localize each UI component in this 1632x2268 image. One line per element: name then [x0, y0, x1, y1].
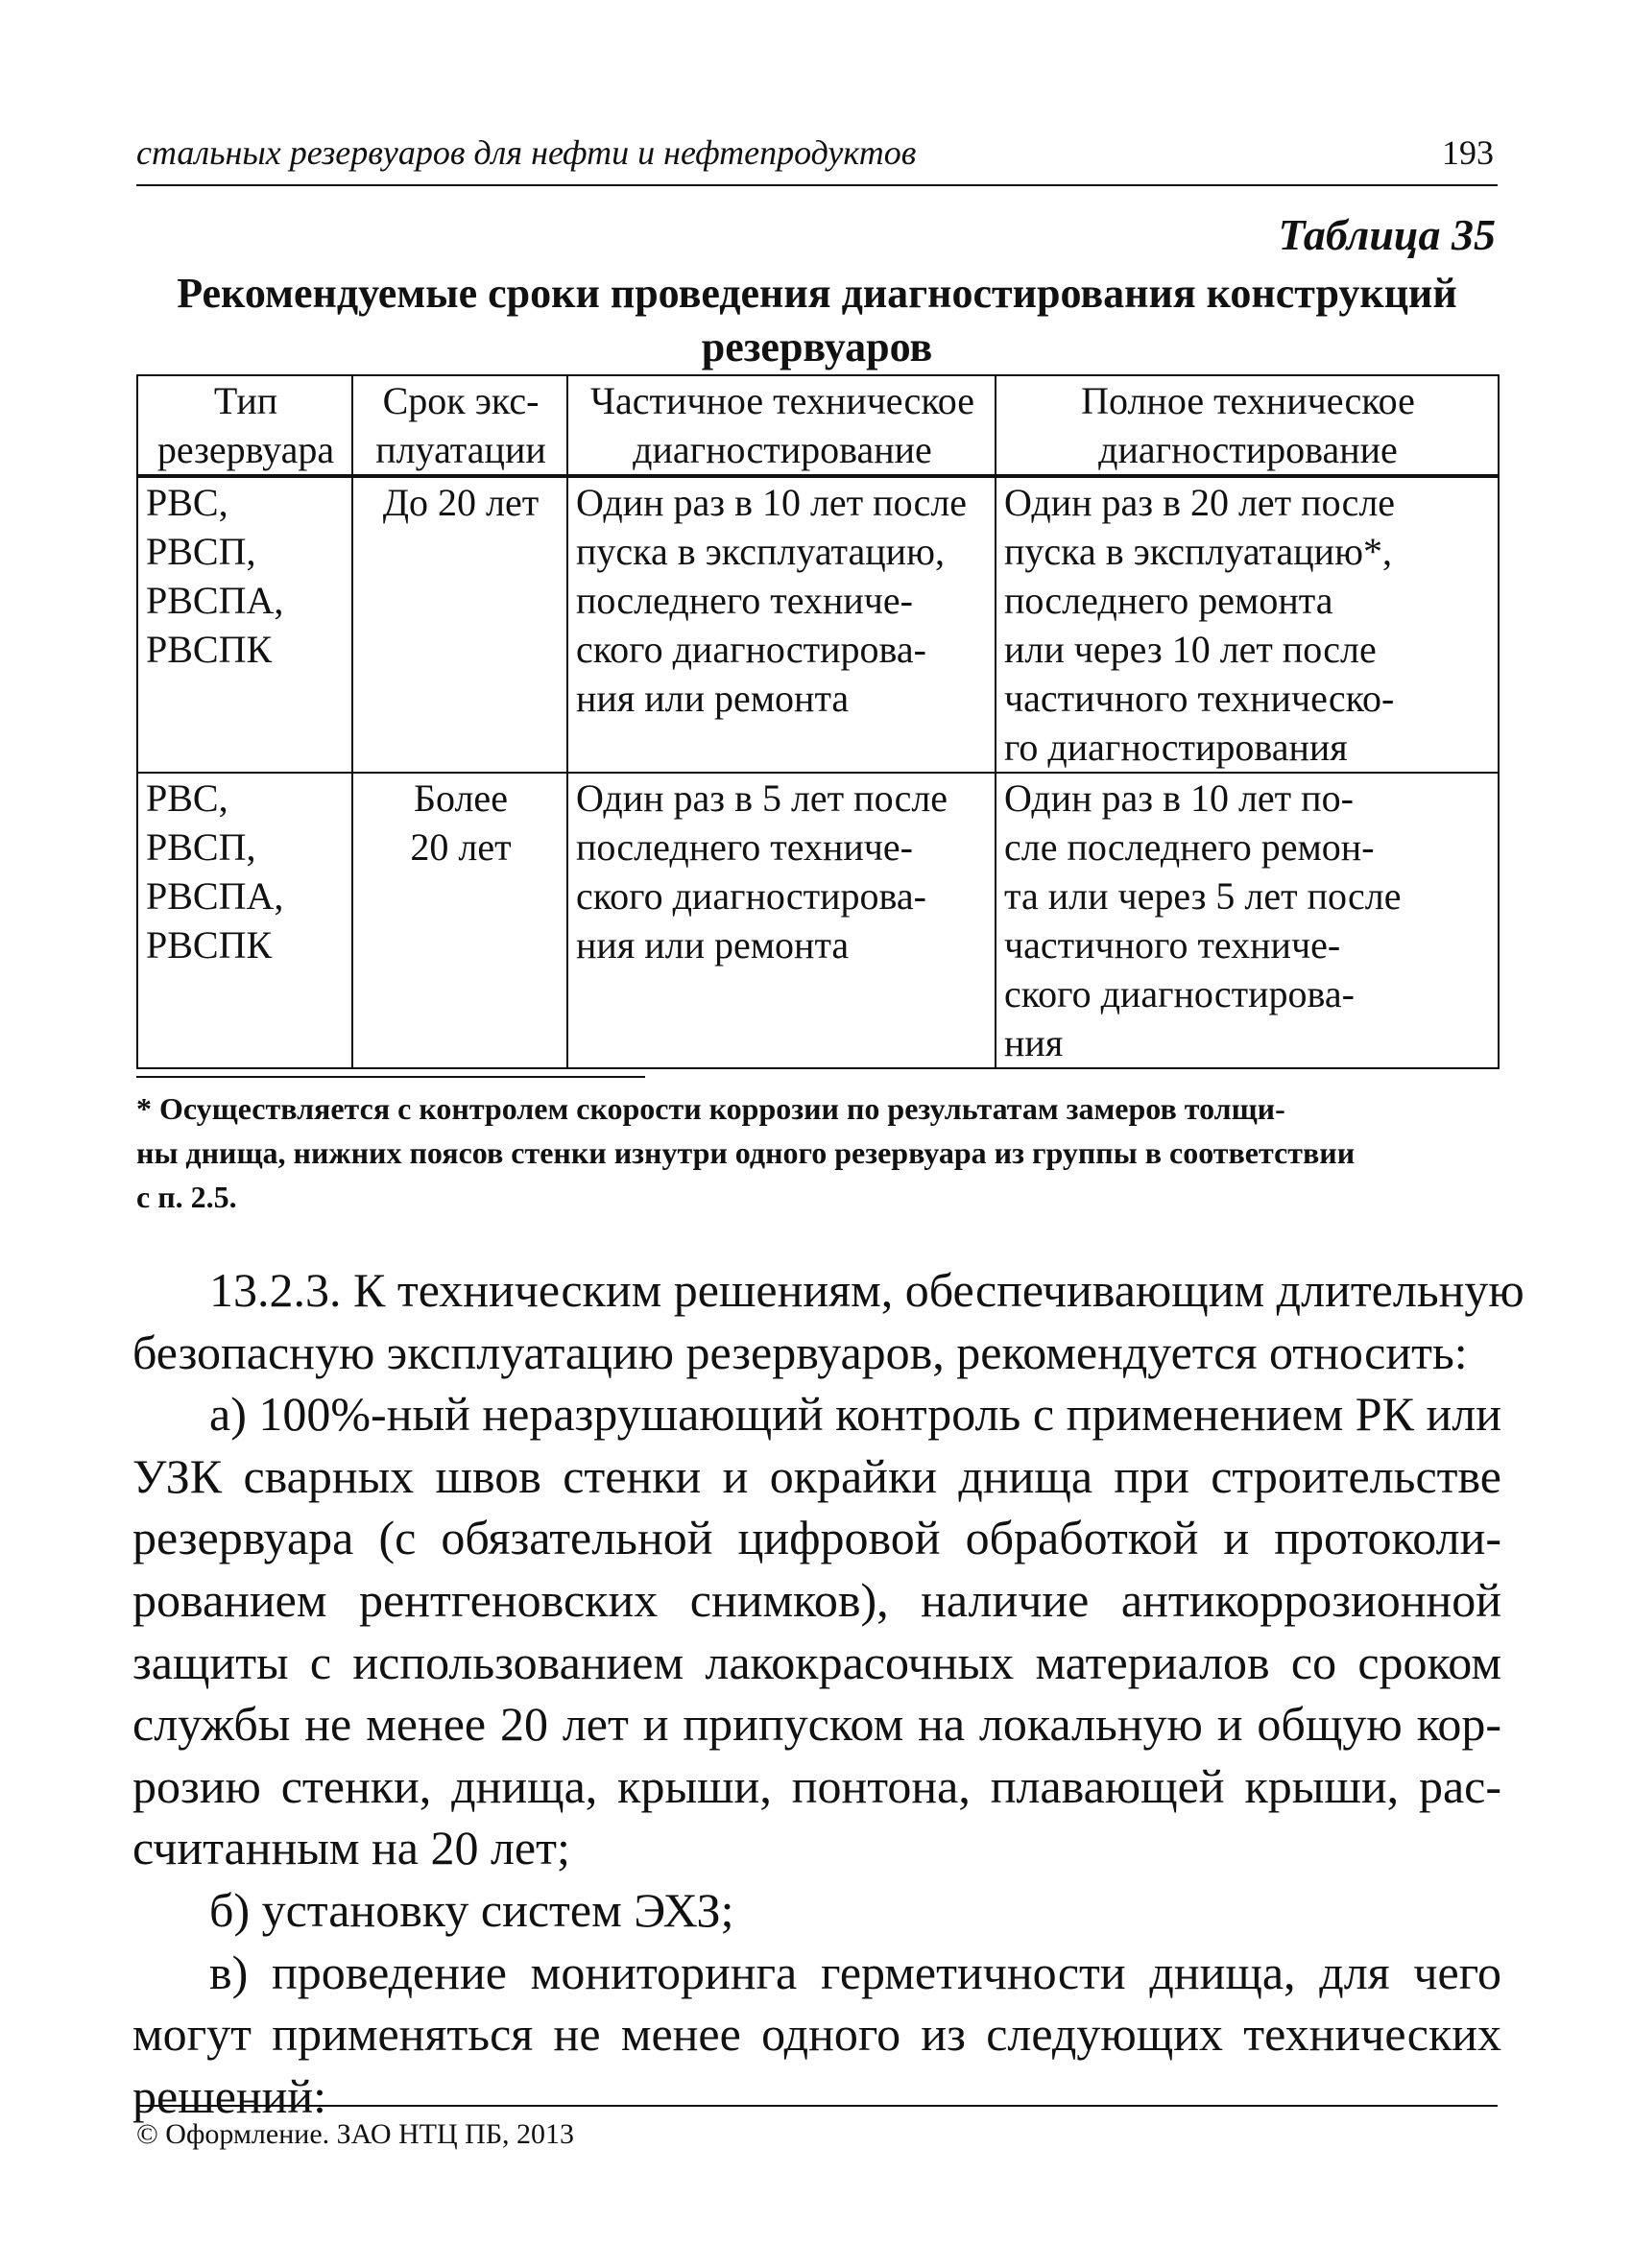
footer-divider [136, 2105, 1498, 2107]
header-line: Полное техническое [1081, 379, 1415, 422]
cell-line: ского диагностирова- [576, 628, 926, 671]
body-line: безопасную эксплуатацию резервуаров, рекомендуется относить: [132, 1325, 1468, 1379]
footnote-line: ны днища, нижних поясов стенки изнутри одного резервуара из группы в соответствии [136, 1135, 1356, 1170]
column-header-term [352, 375, 567, 476]
table-title-line: Рекомендуемые сроки проведения диагностирования конструкций [177, 270, 1457, 317]
body-line: рованием рентгеновских снимков), наличие антикоррозионной [132, 1572, 1501, 1627]
cell-type [137, 476, 352, 773]
header-line: Частичное техническое [590, 379, 974, 422]
cell-term [352, 476, 567, 773]
cell-term [352, 773, 567, 1068]
header-line: диагностирование [633, 428, 932, 471]
cell-line: ского диагностирова- [1004, 972, 1355, 1015]
cell-full [996, 773, 1499, 1068]
body-line: в) проведение мониторинга герметичности днища, для чего [209, 1945, 1501, 1999]
cell-line: пуска в эксплуатацию, [576, 530, 945, 573]
cell-partial [567, 773, 996, 1068]
cell-line: До 20 лет [382, 481, 540, 524]
cell-line: Один раз в 20 лет после [1004, 481, 1396, 524]
body-line: защиты с использованием лакокрасочных материалов со сроком [132, 1635, 1501, 1689]
table-title [136, 267, 1498, 374]
body-line: считанным на 20 лет; [132, 1821, 570, 1875]
column-header-partial [567, 375, 996, 476]
cell-line: сле последнего ремон- [1004, 825, 1375, 869]
header-line: резервуара [156, 428, 335, 471]
body-line: резервуара (с обязательной цифровой обработкой и протоколи- [132, 1511, 1501, 1565]
cell-line: РВС, [146, 481, 228, 524]
header-line: плуатации [375, 428, 546, 471]
cell-line: РВСПК [146, 923, 273, 967]
cell-line: Более [414, 776, 508, 820]
body-line: службы не менее 20 лет и припуском на локальную и общую кор- [132, 1697, 1501, 1752]
body-text [132, 1259, 1524, 2127]
cell-line: го диагностирования [1004, 726, 1348, 769]
cell-line: ского диагностирова- [576, 874, 926, 918]
cell-line: РВСПА, [146, 874, 284, 918]
column-header-type [137, 375, 352, 476]
cell-line: частичного техниче- [1004, 923, 1341, 967]
table-header-row [137, 375, 1499, 476]
cell-line: РВСПК [146, 628, 273, 671]
cell-line: РВСП, [146, 825, 256, 869]
header-line: диагностирование [1098, 428, 1398, 471]
cell-line: ния или ремонта [576, 677, 850, 720]
cell-line: 20 лет [410, 825, 512, 869]
body-line: решений: [132, 2068, 327, 2123]
cell-line: ния [1004, 1021, 1064, 1064]
body-line: розию стенки, днища, крыши, понтона, плавающей крыши, рас- [132, 1758, 1501, 1813]
copyright-notice: © Оформление. ЗАО НТЦ ПБ, 2013 [136, 2118, 575, 2150]
running-header [136, 127, 1498, 186]
cell-line: частичного техническо- [1004, 677, 1395, 720]
cell-line: или через 10 лет после [1004, 628, 1377, 671]
cell-full [996, 476, 1499, 773]
cell-partial [567, 476, 996, 773]
cell-line: последнего ремонта [1004, 579, 1333, 622]
cell-line: РВС, [146, 776, 228, 820]
cell-line: последнего техниче- [576, 825, 913, 869]
body-line: а) 100%-ный неразрушающий контроль с применением РК или [209, 1387, 1501, 1442]
body-line: могут применяться не менее одного из следующих технических [132, 2007, 1501, 2062]
table-row [137, 773, 1499, 1068]
footnote-divider [136, 1076, 645, 1078]
header-line: Тип [213, 379, 278, 422]
footnote [136, 1086, 1498, 1219]
cell-type [137, 773, 352, 1068]
cell-line: Один раз в 10 лет по- [1004, 776, 1354, 820]
column-header-full [996, 375, 1499, 476]
footnote-line: с п. 2.5. [136, 1180, 237, 1214]
header-line: Срок экс- [382, 379, 540, 422]
table-label: Таблица 35 [1278, 210, 1496, 259]
table-row [137, 476, 1499, 773]
body-line: 13.2.3. К техническим решениям, обеспечивающим длительную [209, 1263, 1524, 1317]
footnote-line: * Осуществляется с контролем скорости коррозии по результатам замеров толщи- [136, 1091, 1285, 1126]
cell-line: та или через 5 лет после [1004, 874, 1402, 918]
body-line: УЗК сварных швов стенки и окрайки днища при строительстве [132, 1448, 1501, 1503]
cell-line: пуска в эксплуатацию*, [1004, 530, 1392, 573]
diagnostics-table [136, 374, 1500, 1069]
cell-line: Один раз в 5 лет после [576, 776, 948, 820]
cell-line: ния или ремонта [576, 923, 850, 967]
running-title: стальных резервуаров для нефти и нефтепродуктов [136, 133, 917, 172]
page-number: 193 [1442, 133, 1494, 172]
cell-line: последнего техниче- [576, 579, 913, 622]
cell-line: РВСПА, [146, 579, 284, 622]
cell-line: РВСП, [146, 530, 256, 573]
table-title-line: резервуаров [701, 323, 933, 370]
cell-line: Один раз в 10 лет после [576, 481, 968, 524]
body-line: б) установку систем ЭХЗ; [209, 1882, 734, 1937]
